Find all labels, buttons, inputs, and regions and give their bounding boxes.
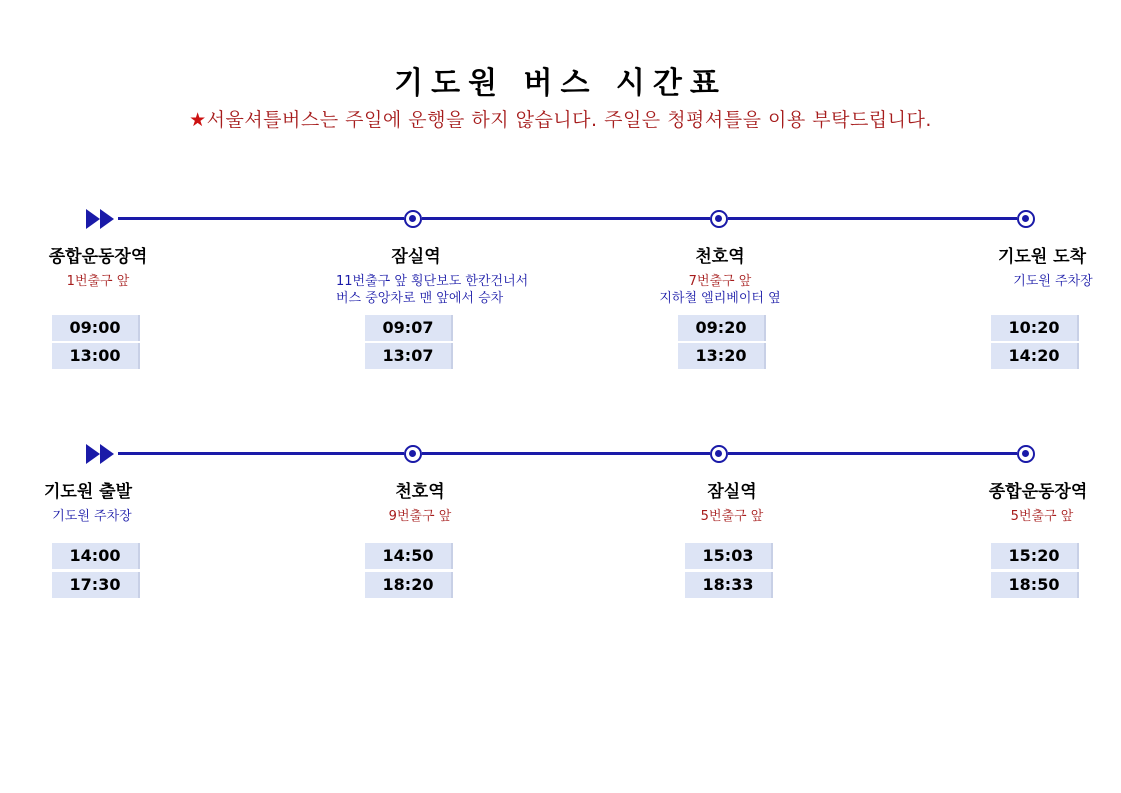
time-cell: 18:33 (685, 572, 773, 598)
target-circle-icon (404, 210, 422, 228)
time-cell: 13:00 (52, 343, 140, 369)
time-cell: 17:30 (52, 572, 140, 598)
notice-text: 서울셔틀버스는 주일에 운행을 하지 않습니다. 주일은 청평셔틀을 이용 부탁드립니다. (206, 109, 932, 131)
time-cell: 14:00 (52, 543, 140, 569)
stop-note: 5번출구 앞 (1010, 509, 1074, 524)
stop-note: 9번출구 앞 (388, 509, 452, 524)
stop-name: 천호역 (395, 482, 445, 502)
target-circle-icon (710, 445, 728, 463)
stop-note: 5번출구 앞 (700, 509, 764, 524)
target-circle-icon (1017, 445, 1035, 463)
target-circle-icon (1017, 210, 1035, 228)
time-cell: 15:03 (685, 543, 773, 569)
stop-note: 1번출구 앞 (66, 274, 130, 289)
time-cell: 18:50 (991, 572, 1079, 598)
stop-2 (336, 242, 529, 307)
time-cell: 15:20 (991, 543, 1079, 569)
target-circle-icon (710, 210, 728, 228)
stop-3 (652, 477, 812, 525)
stop-name: 천호역 (695, 247, 745, 267)
stop-note: 지하철 엘리베이터 옆 (659, 291, 781, 306)
route-line (118, 452, 404, 455)
target-circle-icon (404, 445, 422, 463)
time-cell: 09:00 (52, 315, 140, 341)
time-cell: 09:20 (678, 315, 766, 341)
stop-name: 종합운동장역 (988, 482, 1088, 502)
time-cell: 13:07 (365, 343, 453, 369)
notice-banner (0, 105, 1121, 132)
time-cell: 09:07 (365, 315, 453, 341)
stop-3 (640, 242, 800, 307)
route-line (728, 452, 1017, 455)
stop-name: 종합운동장역 (48, 247, 148, 267)
stop-name: 잠실역 (707, 482, 757, 502)
route-line (422, 217, 710, 220)
stop-4 (958, 477, 1118, 525)
time-cell: 14:20 (991, 343, 1079, 369)
stop-1 (18, 242, 178, 290)
stop-note: 11번출구 앞 횡단보도 한칸건너서 (336, 274, 529, 289)
stop-note: 7번출구 앞 (688, 274, 752, 289)
route-return (0, 441, 1121, 641)
stop-2 (340, 477, 500, 525)
route-line (728, 217, 1017, 220)
stop-name: 기도원 도착 (997, 247, 1087, 267)
route-outbound (0, 206, 1121, 406)
time-cell: 18:20 (365, 572, 453, 598)
stop-note: 버스 중앙차로 맨 앞에서 승차 (336, 291, 504, 306)
time-cell: 14:50 (365, 543, 453, 569)
stop-note: 기도원 주차장 (52, 509, 132, 524)
route-line (422, 452, 710, 455)
time-cell: 13:20 (678, 343, 766, 369)
stop-name: 기도원 출발 (43, 482, 133, 502)
fast-forward-icon (86, 209, 116, 229)
stop-1 (8, 477, 168, 525)
stop-note: 기도원 주차장 (1013, 274, 1093, 289)
fast-forward-icon (86, 444, 116, 464)
page-title: 기도원 버스 시간표 (394, 66, 727, 101)
stop-4 (962, 242, 1121, 290)
route-line (118, 217, 404, 220)
time-cell: 10:20 (991, 315, 1079, 341)
star-icon: ★ (189, 109, 207, 131)
stop-name: 잠실역 (391, 247, 441, 267)
